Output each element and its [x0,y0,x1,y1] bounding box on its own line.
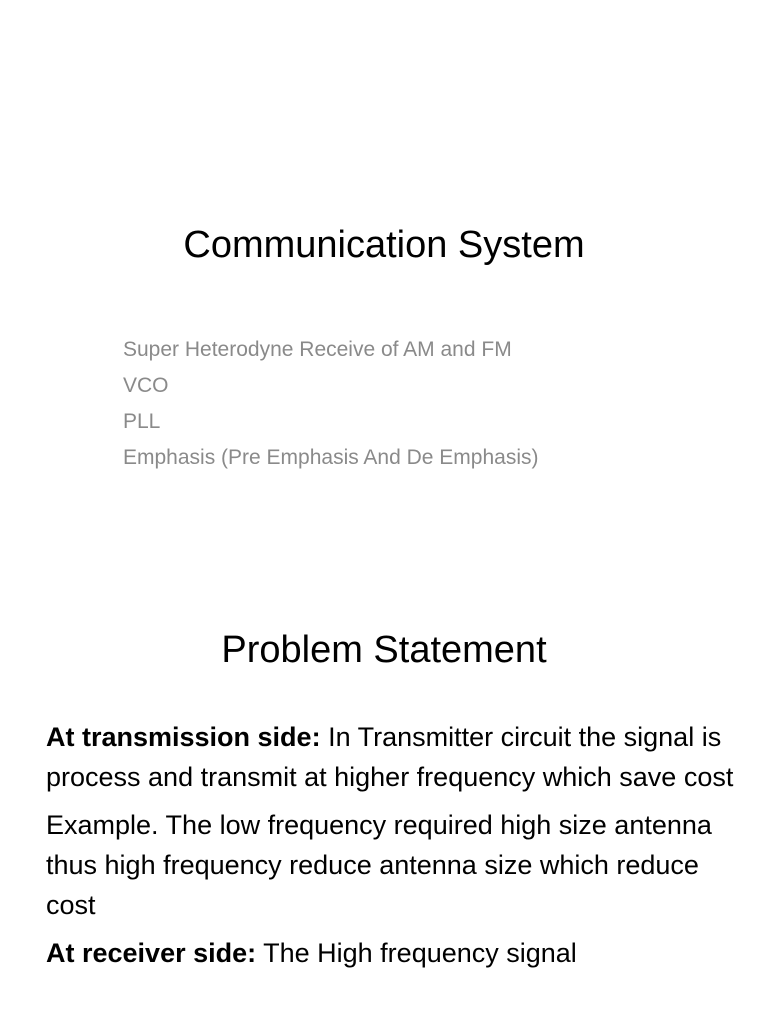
paragraph-text: In Transmitter circuit the signal is process and transmit at higher frequency which save cost [46,722,734,792]
paragraph-lead: At transmission side: [46,722,321,752]
slide-problem-statement [0,575,768,1024]
subtitle-item: PLL [123,410,161,433]
problem-statement-body [46,717,736,981]
subtitle-item: VCO [123,374,169,397]
paragraph-text: The High frequency signal [256,938,577,968]
paragraph-text: Example. The low frequency required high size antenna thus high frequency reduce antenna size which reduce cost [46,810,712,920]
slide-title-heading: Communication System [183,224,585,266]
body-paragraph [46,805,736,925]
subtitle-item: Emphasis (Pre Emphasis And De Emphasis) [123,446,539,469]
problem-statement-heading: Problem Statement [221,629,547,671]
paragraph-lead: At receiver side: [46,938,257,968]
body-paragraph [46,933,736,973]
slide-subtitle-list [123,332,539,476]
subtitle-item: Super Heterodyne Receive of AM and FM [123,338,512,361]
body-paragraph [46,717,736,797]
